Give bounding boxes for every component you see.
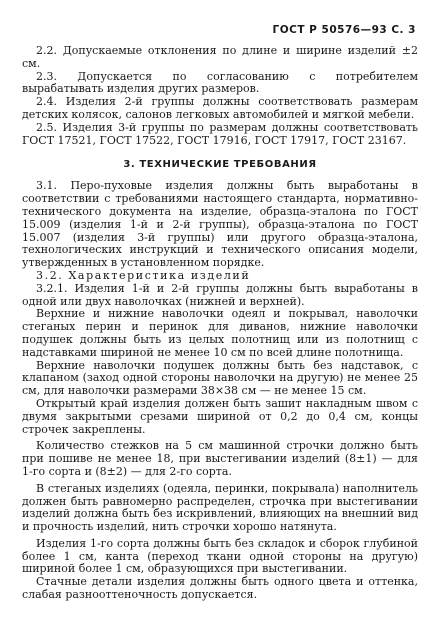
- paragraph-open-edge: Открытый край изделия должен быть зашит накладным швом с двумя закрытыми срезами шириной от 0,2 до 0,4 см, концы строчек закреплены.: [22, 396, 418, 436]
- paragraph-3-1: 3.1. Перо-пуховые изделия должны быть выработаны в соответствии с требованиями настоящего стандарта, нормативно-технического документа на изделие, образца-эталона по ГОСТ 15.009 (изделия 1-й и 2-й группы), образца-эталона по ГОСТ 15.007 (изделия 3-й группы) или другого образца-эталона, технологических инструкций и технического описания модели, утвержденных в установленном порядке.: [22, 179, 418, 270]
- paragraph-2-3: 2.3. Допускается по согласованию с потребителем вырабатывать изделия других размеров.: [22, 69, 418, 96]
- paragraph-2-2: 2.2. Допускаемые отклонения по длине и ширине изделий ±2 см.: [22, 44, 418, 70]
- paragraph-first-grade: Изделия 1-го сорта должны быть без складок и сборок глубиной более 1 см, канта (переход ткани одной стороны на другую) шириной более 1 см, образующихся при выстегивании.: [22, 536, 418, 576]
- page-header: ГОСТ Р 50576—93 С. 3: [272, 24, 416, 36]
- paragraph-2-4: 2.4. Изделия 2-й группы должны соответствовать размерам детских колясок, салонов легковых автомобилей и мягкой мебели.: [22, 95, 418, 121]
- paragraph-matching-parts: Стачные детали изделия должны быть одного цвета и оттенка, слабая разнооттеночность допускается.: [22, 575, 418, 602]
- paragraph-2-5: 2.5. Изделия 3-й группы по размерам должны соответствовать ГОСТ 17521, ГОСТ 17522, ГОСТ 17916, ГОСТ 17917, ГОСТ 23167.: [22, 120, 418, 147]
- paragraph-quilted-items: В стеганых изделиях (одеяла, перинки, покрывала) наполнитель должен быть равномерно распределен, строчка при выстегивании изделий должна быть без искривлений, влияющих на внешний вид и прочность изделий, нить строчки хорошо натянута.: [22, 481, 418, 534]
- section-title: 3. ТЕХНИЧЕСКИЕ ТРЕБОВАНИЯ: [123, 159, 317, 171]
- paragraph-3-2-1: 3.2.1. Изделия 1-й и 2-й группы должны быть выработаны в одной или двух наволочках (нижней и верхней).: [22, 281, 418, 308]
- paragraph-upper-pillow-covers: Верхние наволочки подушек должны быть без надставок, с клапаном (заход одной стороны наволочки на другую) не менее 25 см, для наволочки размерами 38×38 см — не менее 15 см.: [22, 358, 418, 398]
- paragraph-3-2-heading: 3.2. Характеристика изделий: [36, 268, 251, 282]
- paragraph-stitch-count: Количество стежков на 5 см машинной строчки должно быть при пошиве не менее 18, при выстегивании изделий (8±1) — для 1-го сорта и (8±2) — для 2-го сорта.: [22, 439, 418, 478]
- paragraph-upper-lower-covers: Верхние и нижние наволочки одеял и покрывал, наволочки стеганых перин и перинок для диванов, нижние наволочки подушек должны быть из целых полотнищ или из полотнищ с надставками шириной не менее 10 см по всей длине полотнища.: [22, 307, 418, 359]
